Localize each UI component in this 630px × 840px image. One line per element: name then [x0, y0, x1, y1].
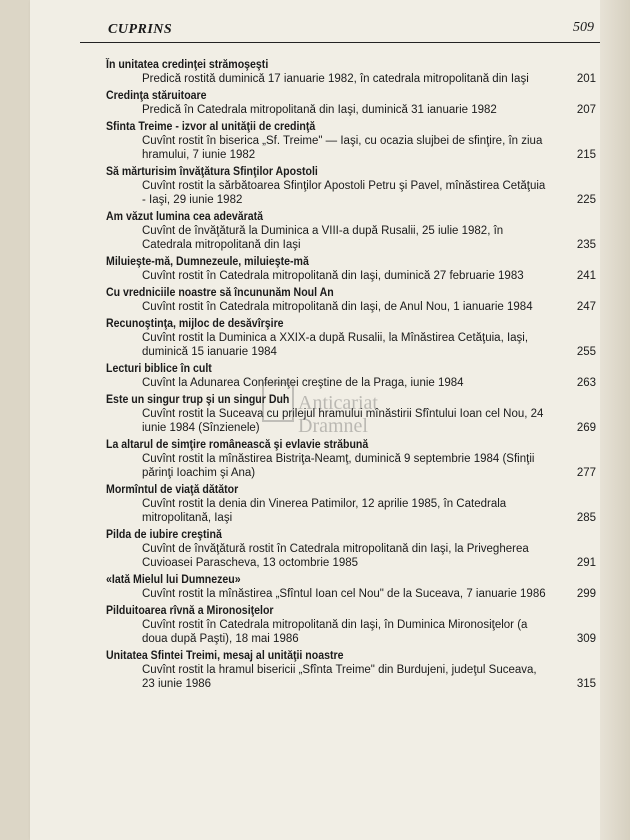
toc-entry-description: Cuvînt rostit la mînăstirea „Sfîntul Ioan cel Nou" de la Suceava, 7 ianuarie 1986	[142, 588, 546, 600]
toc-entry-description: Cuvînt rostit în Catedrala mitropolitană din Iaşi, de Anul Nou, 1 ianuarie 1984	[142, 301, 533, 313]
toc-entry-title: Pilda de iubire creştină	[106, 529, 222, 541]
toc-entry-title: Cu vredniciile noastre să încununăm Noul An	[106, 287, 334, 299]
toc-entry-description: Predică în Catedrala mitropolitană din Iaşi, duminică 31 ianuarie 1982	[142, 104, 497, 116]
toc-entry-title: La altarul de simţire românească şi evlavie străbună	[106, 439, 369, 451]
toc-entry-page: 315	[576, 678, 596, 690]
watermark-logo	[262, 382, 422, 437]
toc-entry-description: Cuvînt rostit la Suceava cu prilejul hramului mînăstirii Sfîntului Ioan cel Nou, 24 iunie 1984 (Sînzienele)	[142, 408, 544, 434]
toc-entry-description: Cuvînt la Adunarea Conferinţei creştine de la Praga, iunie 1984	[142, 377, 464, 389]
toc-entry	[106, 649, 598, 691]
toc-entry	[106, 210, 598, 252]
toc-entry-title: Să mărturisim învăţătura Sfinţilor Apostoli	[106, 166, 318, 178]
watermark-text: Anticariat Dramnel	[298, 392, 378, 437]
toc-entry-description: Cuvînt de învăţătură rostit în Catedrala mitropolitană din Iaşi, la Privegherea Cuvioasei Parascheva, 13 octombrie 1985	[142, 543, 529, 569]
toc-entry	[106, 255, 598, 283]
toc-entry-title: Este un singur trup şi un singur Duh	[106, 394, 290, 406]
toc-entry	[106, 604, 598, 646]
toc-entry	[106, 528, 598, 570]
toc-entry-description: Cuvînt rostit în Catedrala mitropolitană din Iaşi, duminică 27 februarie 1983	[142, 270, 524, 282]
toc-entry-description: Cuvînt rostit la hramul bisericii „Sfînta Treime" din Burdujeni, judeţul Suceava, 23 iunie 1986	[142, 664, 537, 690]
toc-entry-description: Cuvînt de învăţătură la Duminica a VIII-a după Rusalii, 25 iulie 1982, în Catedrala mitropolitană din Iaşi	[142, 225, 504, 251]
toc-entry-description: Cuvînt rostit în biserica „Sf. Treime" — Iaşi, cu ocazia slujbei de sfinţire, în ziua hramului, 7 iunie 1982	[142, 135, 543, 161]
toc-entry-description: Predică rostită duminică 17 ianuarie 1982, în catedrala mitropolitană din Iaşi	[142, 73, 529, 85]
toc-entry	[106, 317, 598, 359]
toc-entry-page: 277	[576, 467, 596, 479]
page-title: CUPRINS	[108, 22, 173, 37]
page-header	[80, 14, 600, 43]
table-of-contents	[106, 58, 598, 694]
toc-entry	[106, 286, 598, 314]
toc-entry-title: Miluieşte-mă, Dumnezeule, miluieşte-mă	[106, 256, 309, 268]
toc-entry-title: Am văzut lumina cea adevărată	[106, 211, 264, 223]
toc-entry-description: Cuvînt rostit la denia din Vinerea Patimilor, 12 aprilie 1985, în Catedrala mitropolitană, Iaşi	[142, 498, 507, 524]
toc-entry-page: 291	[576, 557, 596, 569]
toc-entry-description: Cuvînt rostit în Catedrala mitropolitană din Iaşi, în Duminica Mironosiţelor (a doua după Paşti), 18 mai 1986	[142, 619, 528, 645]
toc-entry-description: Cuvînt rostit la sărbătoarea Sfinţilor Apostoli Petru şi Pavel, mînăstirea Cetăţuia - Iaşi, 29 iunie 1982	[142, 180, 546, 206]
toc-entry-page: 247	[576, 301, 596, 313]
toc-entry	[106, 120, 598, 162]
toc-entry-page: 241	[576, 270, 596, 282]
toc-entry-page: 201	[576, 73, 596, 85]
toc-entry-title: Credinţa stăruitoare	[106, 90, 207, 102]
toc-entry-page: 285	[576, 512, 596, 524]
toc-entry	[106, 165, 598, 207]
toc-entry	[106, 438, 598, 480]
book-page	[30, 0, 600, 840]
toc-entry-page: 207	[576, 104, 596, 116]
toc-entry-description: Cuvînt rostit la Duminica a XXIX-a după Rusalii, la Mînăstirea Cetăţuia, Iaşi, duminică 15 ianuarie 1984	[142, 332, 529, 358]
toc-entry	[106, 483, 598, 525]
toc-entry	[106, 89, 598, 117]
toc-entry-page: 235	[576, 239, 596, 251]
toc-entry-page: 309	[576, 633, 596, 645]
toc-entry-page: 225	[576, 194, 596, 206]
toc-entry-page: 269	[576, 422, 596, 434]
toc-entry-page: 263	[576, 377, 596, 389]
page-number: 509	[573, 20, 594, 35]
toc-entry-title: Mormîntul de viaţă dătător	[106, 484, 239, 496]
watermark-frame-icon	[262, 382, 294, 422]
toc-entry	[106, 58, 598, 86]
toc-entry-title: Pilduitoarea rîvnă a Mironosiţelor	[106, 605, 274, 617]
toc-entry-title: Recunoştinţa, mijloc de desăvîrşire	[106, 318, 284, 330]
toc-entry-description: Cuvînt rostit la mînăstirea Bistriţa-Neamţ, duminică 9 septembrie 1984 (Sfinţii părinţi Ioachim şi Ana)	[142, 453, 535, 479]
toc-entry-title: Unitatea Sfintei Treimi, mesaj al unităţii noastre	[106, 650, 344, 662]
toc-entry-title: În unitatea credinţei strămoşeşti	[106, 59, 269, 71]
next-page-edge	[600, 0, 630, 840]
toc-entry-page: 255	[576, 346, 596, 358]
toc-entry-page: 215	[576, 149, 596, 161]
toc-entry-title: Lecturi biblice în cult	[106, 363, 212, 375]
toc-entry-title: «Iată Mielul lui Dumnezeu»	[106, 574, 241, 586]
toc-entry	[106, 573, 598, 601]
toc-entry-title: Sfinta Treime - izvor al unităţii de credinţă	[106, 121, 316, 133]
toc-entry-page: 299	[576, 588, 596, 600]
